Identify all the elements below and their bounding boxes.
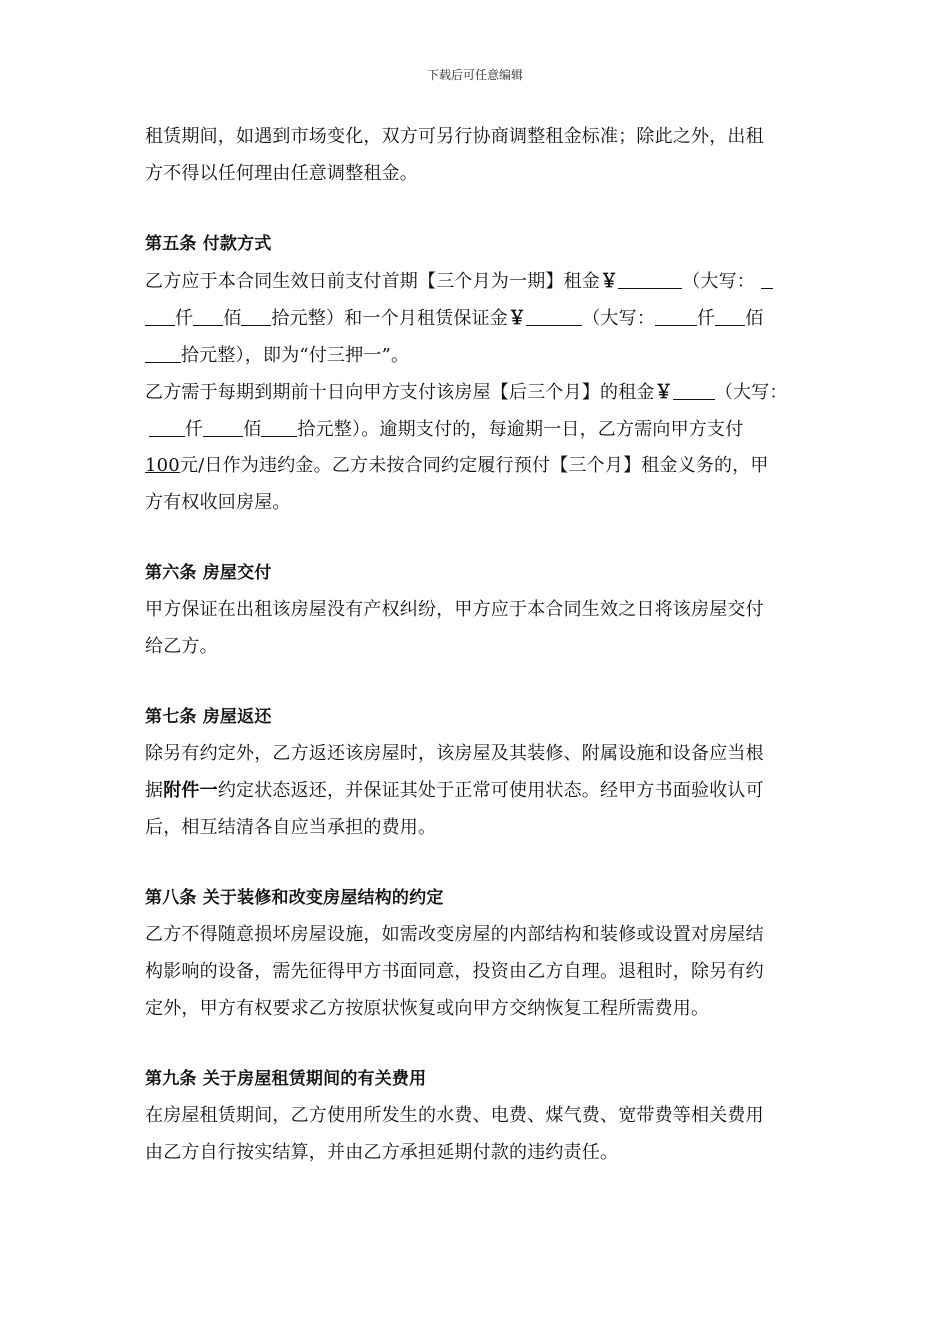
paragraph-line: 由乙方自行按实结算，并由乙方承担延期付款的违约责任。 (145, 1142, 619, 1163)
section-heading-5: 第五条 付款方式 (145, 234, 272, 254)
blank-field (261, 416, 297, 437)
paragraph-line: 乙方应于本合同生效日前支付首期【三个月为一期】租金￥ （大写： (145, 268, 825, 294)
section-heading-7: 第七条 房屋返还 (145, 707, 272, 727)
blank-field (241, 305, 271, 326)
paragraph-line: 100元/日作为违约金。乙方未按合同约定履行预付【三个月】租金义务的，甲 (145, 455, 769, 476)
blank-field (149, 416, 185, 437)
paragraph-line: 甲方保证在出租该房屋没有产权纠纷，甲方应于本合同生效之日将该房屋交付 (145, 599, 764, 620)
penalty-amount: 100 (145, 455, 180, 476)
paragraph-line: 构影响的设备，需先征得甲方书面同意，投资由乙方自理。退租时，除另有约 (145, 961, 764, 982)
blank-field (655, 305, 697, 326)
attachment-reference: 附件一 (163, 780, 218, 801)
paragraph-line: 乙方不得随意损坏房屋设施，如需改变房屋的内部结构和装修或设置对房屋结 (145, 924, 764, 945)
paragraph-line: 定外，甲方有权要求乙方按原状恢复或向甲方交纳恢复工程所需费用。 (145, 998, 710, 1019)
blank-field (193, 305, 223, 326)
paragraph-line: 据附件一约定状态返还，并保证其处于正常可使用状态。经甲方书面验收认可 (145, 780, 764, 801)
paragraph-line: 在房屋租赁期间，乙方使用所发生的水费、电费、煤气费、宽带费等相关费用 (145, 1105, 764, 1126)
paragraph-line: 除另有约定外，乙方返还该房屋时，该房屋及其装修、附属设施和设备应当根 (145, 743, 764, 764)
blank-field (203, 416, 243, 437)
paragraph-line: 仟 佰 拾元整）和一个月租赁保证金￥ （大写： 仟 佰 (145, 305, 825, 331)
blank-field (761, 268, 773, 289)
section-heading-6: 第六条 房屋交付 (145, 563, 272, 583)
blank-field (618, 268, 682, 289)
section-heading-8: 第八条 关于装修和改变房屋结构的约定 (145, 888, 444, 908)
paragraph-line: 方不得以任何理由任意调整租金。 (145, 163, 418, 184)
paragraph-line: 给乙方。 (145, 636, 218, 657)
paragraph-line: 拾元整），即为“付三押一”。 (145, 342, 825, 368)
blank-field (145, 305, 175, 326)
blank-field (145, 342, 181, 363)
section-heading-9: 第九条 关于房屋租赁期间的有关费用 (145, 1069, 427, 1089)
paragraph-line: 仟 佰 拾元整）。逾期支付的，每逾期一日，乙方需向甲方支付 (145, 416, 825, 442)
page-header: 下载后可任意编辑 (426, 68, 523, 82)
blank-field (526, 305, 582, 326)
blank-field (673, 379, 715, 400)
paragraph-line: 后，相互结清各自应当承担的费用。 (145, 817, 437, 838)
paragraph-line: 租赁期间，如遇到市场变化，双方可另行协商调整租金标准；除此之外，出租 (145, 126, 764, 147)
paragraph-line: 乙方需于每期到期前十日向甲方支付该房屋【后三个月】的租金￥ （大写： (145, 379, 825, 405)
document-body (145, 124, 825, 1166)
blank-field (715, 305, 745, 326)
paragraph-line: 方有权收回房屋。 (145, 492, 291, 513)
